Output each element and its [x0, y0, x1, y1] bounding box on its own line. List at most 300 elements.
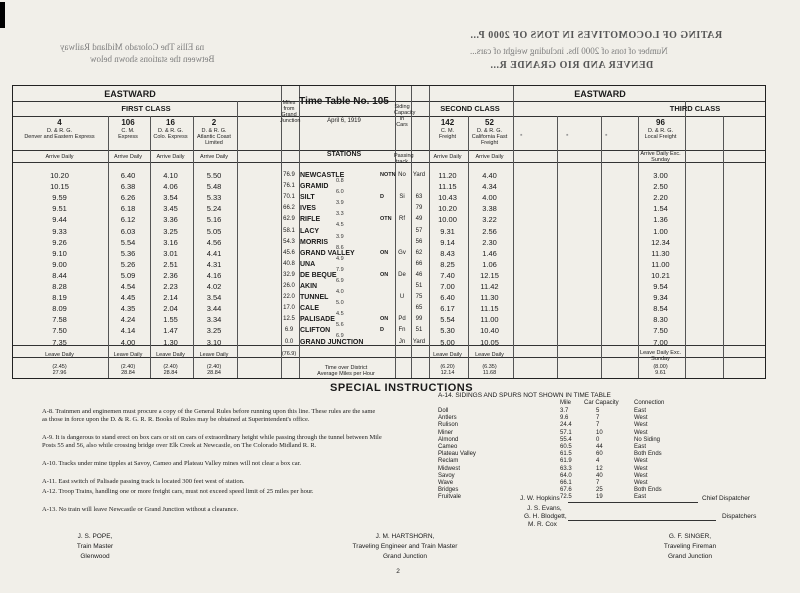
cell-sid: Pd: [398, 316, 406, 323]
train-52-number: 52: [485, 118, 494, 127]
cell-t106: 6.12: [120, 215, 136, 225]
siding-conn: West: [634, 472, 648, 479]
cell-mi: 32.9: [283, 271, 295, 278]
cell-t4: 8.09: [52, 304, 67, 314]
cell-t4: 7.58: [52, 315, 67, 325]
cell-t4: 7.35: [52, 337, 67, 347]
instructions-title: SPECIAL INSTRUCTIONS: [330, 382, 474, 394]
total-16-speed: 28.84: [163, 370, 178, 376]
train-16-name: Colo. Express: [153, 134, 188, 140]
cell-t142: 5.00: [440, 337, 455, 347]
hartshorn-location: Grand Junction: [382, 553, 428, 560]
cell-t142: 11.20: [438, 171, 457, 180]
cell-t142: 10.20: [438, 204, 457, 214]
train-106-arrive: Arrive Daily: [113, 154, 143, 160]
cell-t142: 10.00: [438, 215, 457, 225]
ghost-mark: ▪: [520, 132, 523, 139]
station-name: LACY: [300, 227, 320, 235]
siding-mile: 61.5: [560, 451, 572, 458]
cell-t106: 4.45: [120, 293, 136, 303]
cell-t2: 4.56: [206, 237, 222, 247]
direction-label-left: EASTWARD: [104, 89, 156, 99]
station-suffix: D: [380, 194, 384, 201]
cell-t106: 4.35: [120, 304, 136, 314]
cell-t2: 3.44: [206, 304, 222, 314]
cell-t2: 4.41: [206, 248, 222, 258]
instruction-a10: A-10. Tracks under mine tipples at Savoy, Cameo and Plateau Valley mines will not clear a box car.: [42, 460, 302, 467]
cell-t4: 8.44: [52, 270, 67, 280]
cell-t142: 5.54: [440, 315, 455, 325]
station-distance: 4.0: [336, 289, 344, 295]
siding-name: Miner: [438, 429, 454, 436]
cell-t52: 11.42: [480, 282, 499, 291]
siding-mile: 24.4: [560, 422, 572, 429]
station-suffix: ON: [380, 271, 389, 278]
station-distance: 6.9: [336, 333, 344, 340]
station-distance: 4.5: [336, 222, 344, 229]
station-distance: 5.6: [336, 322, 344, 329]
train-96-number: 96: [656, 118, 665, 127]
cell-t2: 5.50: [206, 171, 222, 180]
cell-t106: 4.00: [120, 337, 136, 347]
cell-t52: 2.56: [482, 226, 497, 236]
train-2-leave: Leave Daily: [199, 352, 229, 358]
cell-t16: 2.04: [163, 304, 178, 314]
cell-t142: 6.17: [440, 304, 455, 314]
cell-t142: 8.25: [440, 259, 455, 269]
cell-pass: 65: [415, 305, 423, 312]
cell-mi: 12.5: [283, 316, 295, 323]
page-number: 2: [396, 568, 400, 575]
cell-t106: 6.03: [120, 226, 136, 236]
hartshorn-title: Traveling Engineer and Train Master: [352, 543, 458, 550]
siding-cap: 4: [596, 458, 600, 465]
total-106-time: (2.40): [120, 364, 136, 370]
cell-t4: 8.28: [52, 282, 67, 291]
cell-mi: 17.0: [283, 305, 295, 312]
station-name: SILT: [300, 194, 315, 202]
siding-conn: East: [634, 408, 647, 414]
cell-t2: 5.16: [206, 215, 222, 225]
cell-t106: 4.54: [120, 282, 136, 291]
siding-conn: West: [634, 465, 648, 472]
train-2-name: Atlantic Coast Limited: [197, 134, 231, 146]
train-142-number: 142: [440, 118, 455, 127]
second-class-header: SECOND CLASS: [440, 104, 500, 113]
train-16-leave: Leave Daily: [156, 352, 185, 358]
station-name: TUNNEL: [300, 294, 329, 302]
station-name: CLIFTON: [300, 327, 331, 335]
cell-t16: 2.23: [163, 282, 178, 291]
cell-mi: 22.0: [283, 294, 295, 301]
cell-mi: 0.0: [284, 338, 294, 345]
cell-t16: 2.36: [163, 270, 178, 280]
siding-name: Doll: [438, 408, 449, 414]
cell-mi: 76.9: [283, 172, 295, 178]
singer-location: Grand Junction: [667, 553, 713, 560]
train-142-leave: Leave Daily: [433, 352, 462, 358]
station-distance: 8.6: [336, 244, 344, 251]
cell-t4: 7.50: [52, 326, 67, 336]
cell-pass: 51: [415, 283, 423, 289]
cell-t2: 4.31: [206, 259, 222, 269]
siding-mile: 55.4: [560, 436, 572, 443]
siding-name: Savoy: [438, 472, 455, 479]
siding-conn: West: [634, 422, 648, 429]
first-class-header: FIRST CLASS: [121, 104, 171, 113]
cell-t52: 1.46: [482, 248, 497, 258]
instruction-a12: A-12. Troop Trains, handling one or more freight cars, must not exceed speed limit of 25 miles per hour.: [42, 488, 314, 495]
cell-t52: 1.06: [482, 259, 497, 269]
cell-t106: 4.14: [120, 326, 136, 336]
cell-t52: 3.22: [482, 215, 497, 225]
cell-t2: 3.54: [206, 293, 222, 303]
total-106-speed: 28.84: [121, 370, 135, 376]
total-96-time: (8.00): [653, 364, 668, 370]
station-name: RIFLE: [300, 216, 321, 224]
timetable-date: April 6, 1919: [327, 118, 361, 124]
cell-t96: 7.50: [653, 326, 668, 336]
cell-t142: 10.43: [438, 193, 457, 203]
station-name: GRAND VALLEY: [300, 249, 355, 257]
train-96-leave: Leave Daily Exc. Sunday: [640, 350, 681, 362]
train-106-name: Express: [118, 134, 138, 140]
cell-t96: 10.21: [651, 270, 670, 280]
cell-mi: 76.1: [283, 183, 295, 190]
cell-t4: 9.59: [52, 193, 67, 203]
miles-header: Miles from Grand Junction: [280, 100, 301, 124]
cell-t4: 9.00: [52, 259, 67, 269]
cell-t16: 1.47: [163, 326, 178, 336]
station-name: NEWCASTLE: [300, 172, 345, 179]
station-suffix: ON: [380, 249, 389, 256]
cell-pass: 62: [415, 249, 423, 256]
cell-t106: 4.24: [120, 315, 136, 325]
bleed-through-right-2: Number of tons of 2000 lbs. including weight of cars...: [470, 46, 668, 56]
total-4-time: (2.45): [52, 364, 67, 370]
cell-t96: 11.00: [651, 259, 670, 269]
cell-t4: 8.19: [52, 293, 67, 303]
siding-cap: 25: [596, 487, 603, 494]
siding-name: Plateau Valley: [438, 451, 476, 458]
signature-line: [568, 520, 716, 521]
cell-t2: 4.16: [206, 270, 222, 280]
cell-t2: 3.34: [206, 315, 222, 325]
siding-conn: Both Ends: [634, 487, 662, 494]
cell-t16: 3.16: [163, 237, 178, 247]
cell-t4: 9.33: [52, 226, 67, 236]
cell-t52: 11.30: [480, 293, 499, 303]
cell-t52: 10.05: [480, 337, 499, 347]
station-distance: 5.0: [336, 300, 344, 307]
passing-track-header: Passing track: [394, 153, 414, 165]
cell-t2: 5.48: [206, 182, 222, 192]
siding-name: Midwest: [438, 465, 461, 472]
siding-conn: West: [634, 458, 648, 465]
cell-t52: 4.00: [482, 193, 497, 203]
dispatcher-1: J. S. Evans,: [527, 505, 562, 512]
station-distance: 6.9: [336, 277, 344, 284]
dispatcher-2: G. H. Blodgett,: [524, 513, 567, 520]
cell-t96: 9.54: [653, 282, 668, 291]
cell-t96: 7.00: [653, 337, 668, 347]
cell-t142: 7.40: [440, 270, 455, 280]
siding-name: Fruitvale: [438, 494, 462, 501]
instruction-a8: A-8. Trainmen and enginemen must procure a copy of the General Rules before running upon this line. These rules are the same as those in force upon the D. & R. G. R. R. Books of Rules may be obtained at Superintendent's office.: [42, 408, 376, 423]
cell-t4: 10.15: [50, 182, 69, 192]
cell-t142: 9.14: [440, 237, 455, 247]
cell-t16: 4.10: [163, 171, 178, 180]
cell-t96: 1.36: [653, 215, 668, 225]
siding-mile: 61.9: [560, 458, 572, 465]
chief-dispatcher-title: Chief Dispatcher: [702, 495, 751, 502]
total-96-speed: 9.61: [655, 370, 666, 376]
cell-t142: 7.00: [440, 282, 455, 291]
cell-t4: 9.44: [52, 215, 67, 225]
cell-mi: 54.3: [283, 238, 295, 245]
station-name: GRAMID: [300, 183, 329, 191]
cell-t16: 2.14: [163, 293, 178, 303]
chief-dispatcher-name: J. W. Hopkins: [520, 495, 560, 502]
dispatcher-3: M. R. Cox: [528, 521, 557, 528]
total-2-time: (2.40): [206, 364, 222, 370]
stations-header: STATIONS: [326, 151, 362, 158]
cell-t16: 3.01: [163, 248, 178, 258]
cell-t52: 4.40: [482, 171, 497, 180]
siding-cap: 10: [596, 429, 603, 436]
cell-t142: 8.43: [440, 248, 455, 258]
instruction-a13: A-13. No train will leave Newcastle or Grand Junction without a clearance.: [42, 506, 239, 513]
train-52-arrive: Arrive Daily: [475, 154, 504, 160]
cell-t4: 9.10: [52, 248, 67, 258]
siding-cap: 40: [596, 472, 603, 479]
siding-cap: 60: [596, 451, 603, 458]
station-name: UNA: [300, 260, 316, 268]
cell-pass: 57: [415, 227, 423, 234]
station-name: GRAND JUNCTION: [300, 338, 364, 346]
cell-mi: 70.1: [283, 194, 295, 201]
cell-pass: 66: [415, 260, 423, 267]
cell-pass: 79: [415, 205, 423, 212]
cell-t106: 6.38: [120, 182, 136, 192]
cell-t4: 10.20: [50, 171, 69, 180]
cell-sid: Jn: [398, 338, 406, 345]
train-106-road: C. M.: [121, 128, 135, 134]
cell-pass: 99: [415, 316, 423, 323]
siding-mile: 66.1: [560, 480, 572, 486]
ghost-mark: ▪: [566, 132, 569, 139]
cell-t96: 8.54: [653, 304, 668, 314]
cell-t52: 11.15: [480, 304, 499, 314]
siding-conn: No Siding: [634, 436, 661, 443]
cell-t96: 1.54: [653, 204, 668, 214]
train-96-name: Local Freight: [644, 134, 677, 140]
pope-name: J. S. POPE,: [77, 533, 113, 540]
cell-sid: Fn: [398, 327, 406, 334]
cell-t96: 12.34: [651, 237, 670, 247]
cell-t16: 3.25: [163, 226, 178, 236]
siding-mile: 64.0: [560, 472, 572, 479]
cell-t96: 2.20: [653, 193, 668, 203]
train-2-road: D. & R. G.: [201, 128, 227, 134]
train-142-road: C. M.: [440, 128, 455, 134]
train-2-arrive: Arrive Daily: [199, 154, 229, 160]
bleed-through-left-2: Between the stations shown below: [90, 54, 215, 64]
train-16-number: 16: [166, 118, 175, 127]
siding-conn: West: [634, 415, 648, 422]
direction-label-right: EASTWARD: [574, 89, 626, 99]
cell-sid: No: [398, 172, 406, 178]
total-2-speed: 28.84: [207, 370, 221, 376]
total-52-speed: 11.68: [482, 370, 497, 376]
train-4-arrive: Arrive Daily: [45, 154, 74, 160]
siding-mile: 57.1: [560, 429, 572, 436]
cell-t16: 1.55: [163, 315, 178, 325]
station-suffix: D: [380, 327, 384, 334]
hartshorn-name: J. M. HARTSHORN,: [375, 533, 435, 540]
cell-t96: 3.00: [653, 171, 668, 180]
total-miles: (76.9): [281, 351, 297, 357]
train-96-road: D. & R. G.: [647, 128, 674, 134]
cell-t16: 4.06: [163, 182, 178, 192]
train-16-road: D. & R. G.: [157, 128, 184, 134]
cell-t16: 3.45: [163, 204, 178, 214]
cell-sid: De: [398, 271, 406, 278]
cell-t16: 3.54: [163, 193, 178, 203]
cell-mi: 62.9: [283, 216, 295, 223]
cell-t4: 9.26: [52, 237, 67, 247]
cell-t16: 3.36: [163, 215, 178, 225]
station-suffix: ON: [380, 316, 389, 323]
cell-pass: 49: [415, 216, 423, 223]
total-142-speed: 12.14: [440, 370, 455, 376]
cell-t96: 11.30: [651, 248, 670, 258]
station-distance: 6.0: [336, 189, 344, 196]
siding-mile: 60.5: [560, 444, 572, 450]
cell-t106: 5.26: [120, 259, 136, 269]
cell-pass: 56: [415, 238, 423, 245]
cell-t2: 5.33: [206, 193, 222, 203]
sidings-header-connection: Connection: [634, 400, 665, 406]
cell-t142: 9.31: [440, 226, 455, 236]
cell-pass: Yard: [412, 338, 426, 345]
siding-capacity-header: Siding Capacity in Cars: [394, 104, 416, 128]
cell-t2: 5.05: [206, 226, 222, 236]
siding-conn: East: [634, 494, 647, 501]
total-4-speed: 27.96: [52, 370, 67, 376]
train-52-road: D. & R. G.: [476, 128, 503, 134]
siding-cap: 44: [596, 444, 603, 450]
cell-t2: 4.02: [206, 282, 222, 291]
cell-t52: 10.40: [480, 326, 499, 336]
cell-t142: 5.30: [440, 326, 455, 336]
siding-cap: 19: [596, 494, 603, 501]
bleed-through-right-3: DENVER AND RIO GRANDE R...: [490, 60, 654, 71]
totals-label-speed: Average Miles per Hour: [317, 371, 375, 377]
cell-t52: 4.34: [482, 182, 497, 192]
siding-cap: 0: [596, 436, 600, 443]
siding-name: Antlers: [438, 415, 457, 422]
cell-t106: 6.40: [120, 171, 136, 180]
station-distance: 7.9: [336, 266, 344, 273]
station-distance: 4.5: [336, 311, 344, 318]
station-distance: 3.9: [336, 200, 344, 207]
train-142-name: Freight: [438, 134, 457, 140]
singer-name: G. F. SINGER,: [668, 533, 712, 540]
cell-t52: 2.30: [482, 237, 497, 247]
station-distance: 4.9: [336, 255, 344, 262]
train-16-arrive: Arrive Daily: [156, 154, 185, 160]
cell-t106: 6.18: [120, 204, 136, 214]
station-name: MORRIS: [300, 238, 328, 246]
cell-t2: 3.25: [206, 326, 222, 336]
siding-name: Reclam: [438, 458, 459, 465]
total-16-time: (2.40): [163, 364, 178, 370]
cell-pass: 51: [415, 327, 423, 334]
station-name: IVES: [300, 205, 316, 213]
siding-conn: Both Ends: [634, 451, 662, 458]
siding-mile: 67.6: [560, 487, 572, 494]
cell-t52: 3.38: [482, 204, 497, 214]
cell-mi: 40.8: [283, 260, 295, 267]
siding-cap: 12: [596, 465, 603, 472]
siding-name: Rulison: [438, 422, 459, 429]
siding-cap: 5: [596, 408, 600, 414]
station-name: DE BEQUE: [300, 271, 337, 279]
cell-mi: 58.1: [283, 227, 295, 234]
cell-t4: 9.51: [52, 204, 67, 214]
cell-t106: 5.09: [120, 270, 136, 280]
cell-sid: Si: [399, 194, 405, 201]
siding-cap: 7: [596, 415, 600, 422]
train-2-number: 2: [211, 118, 217, 127]
station-suffix: NOTN: [380, 172, 396, 178]
sidings-header-capacity: Car Capacity: [584, 400, 619, 406]
train-96-arrive: Arrive Daily Exc. Sunday: [640, 151, 681, 163]
train-52-name: California Fast Freight: [471, 134, 508, 146]
station-name: PALISADE: [300, 316, 335, 324]
third-class-header: THIRD CLASS: [669, 104, 721, 113]
siding-cap: 7: [596, 422, 600, 429]
siding-conn: West: [634, 480, 648, 486]
station-distance: 3.3: [336, 211, 344, 218]
pope-title: Train Master: [76, 543, 114, 550]
siding-cap: 7: [596, 480, 600, 486]
total-142-time: (6.20): [440, 364, 455, 370]
bleed-through-right-1: RATING OF LOCOMOTIVES IN TONS OF 2000 P...: [470, 30, 723, 41]
bleed-through-left-1: na Ellis The Colorado Midland Railway: [60, 42, 205, 52]
cell-pass: 63: [415, 194, 423, 201]
train-106-leave: Leave Daily: [113, 352, 143, 358]
cell-mi: 45.6: [283, 249, 295, 256]
cell-t96: 8.30: [653, 315, 668, 325]
cell-t52: 11.00: [480, 315, 499, 325]
cell-pass: 46: [415, 271, 423, 278]
cell-sid: Rf: [399, 216, 405, 223]
ghost-mark: ▪: [605, 132, 608, 139]
siding-conn: East: [634, 444, 647, 450]
scan-edge-mark: [0, 2, 5, 28]
cell-sid: Gv: [398, 249, 406, 256]
cell-sid: U: [399, 294, 405, 301]
station-distance: 3.9: [336, 233, 344, 240]
train-52-leave: Leave Daily: [475, 352, 504, 358]
cell-mi: 66.2: [283, 205, 295, 212]
cell-t96: 9.34: [653, 293, 668, 303]
cell-t2: 3.10: [206, 337, 222, 347]
station-suffix: OTN: [380, 216, 392, 223]
siding-mile: 3.7: [560, 408, 569, 414]
